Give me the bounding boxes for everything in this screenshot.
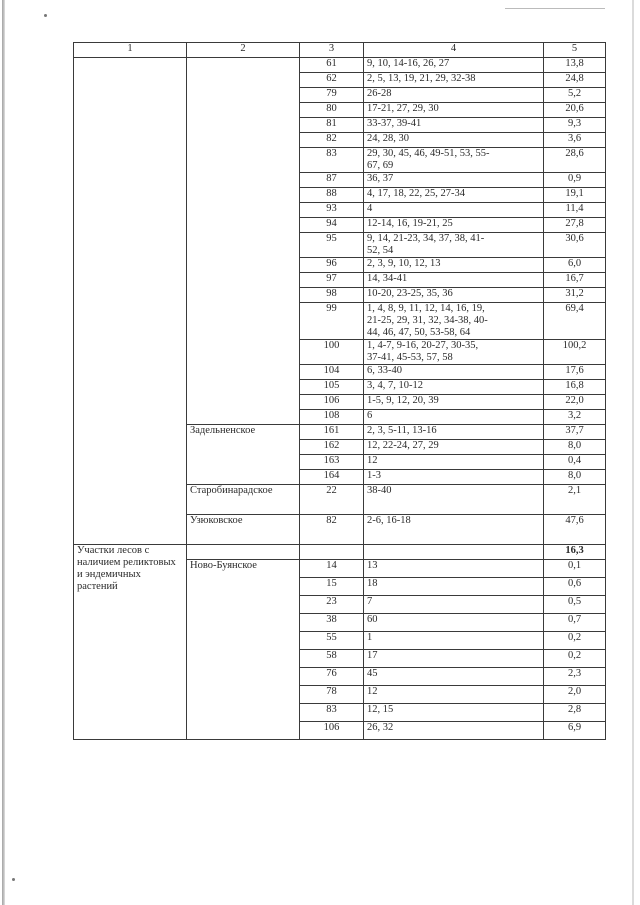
quarter-number <box>300 173 364 188</box>
area-value <box>544 440 606 455</box>
plot-numbers <box>364 722 544 740</box>
plot-numbers <box>364 173 544 188</box>
area-value-text: 5,2 <box>567 88 582 99</box>
plot-numbers-text: 33-37, 39-41 <box>367 118 422 129</box>
plot-numbers <box>364 58 544 73</box>
quarter-number-text: 62 <box>326 73 337 84</box>
area-value-text: 0,1 <box>567 560 582 571</box>
plot-numbers-text: 3, 4, 7, 10-12 <box>367 380 423 391</box>
plot-numbers <box>364 614 544 632</box>
scan-edge-left <box>2 0 5 905</box>
plot-numbers <box>364 440 544 455</box>
area-value-text: 19,1 <box>565 188 584 199</box>
quarter-number-text: 161 <box>323 425 340 436</box>
plot-numbers <box>364 668 544 686</box>
plot-numbers-text: 26, 32 <box>367 722 394 733</box>
quarter-number <box>300 233 364 258</box>
quarter-number-text: 99 <box>326 303 337 314</box>
plot-numbers <box>364 258 544 273</box>
plot-numbers-text: 9, 14, 21-23, 34, 37, 38, 41- 52, 54 <box>367 233 485 256</box>
quarter-number <box>300 596 364 614</box>
quarter-number <box>300 560 364 578</box>
area-value-text: 6,0 <box>567 258 582 269</box>
area-value <box>544 88 606 103</box>
quarter-number <box>300 273 364 288</box>
quarter-number-text: 98 <box>326 288 337 299</box>
quarter-number-text: 22 <box>326 485 337 496</box>
area-value <box>544 365 606 380</box>
quarter-number-text: 162 <box>323 440 340 451</box>
scan-speck <box>12 878 15 881</box>
quarter-number-text: 94 <box>326 218 337 229</box>
area-value-text: 13,8 <box>565 58 584 69</box>
plot-numbers-text: 18 <box>367 578 378 589</box>
plot-numbers-text: 12 <box>367 455 378 466</box>
plot-numbers <box>364 380 544 395</box>
area-value <box>544 485 606 515</box>
plot-numbers <box>364 273 544 288</box>
plot-numbers-text: 7 <box>367 596 373 607</box>
area-value <box>544 395 606 410</box>
area-value-text: 37,7 <box>565 425 584 436</box>
quarter-number <box>300 365 364 380</box>
area-value-text: 2,1 <box>567 485 582 496</box>
area-value <box>544 340 606 365</box>
plot-numbers-text: 12-14, 16, 19-21, 25 <box>367 218 453 229</box>
area-value <box>544 425 606 440</box>
area-value <box>544 560 606 578</box>
plot-numbers-text: 12, 15 <box>367 704 394 715</box>
plot-numbers <box>364 596 544 614</box>
quarter-number-text: 82 <box>326 133 337 144</box>
forestry-name-text: Узюковское <box>190 515 243 526</box>
plot-numbers-text: 9, 10, 14-16, 26, 27 <box>367 58 450 69</box>
plot-numbers-text: 1-3 <box>367 470 381 481</box>
quarter-number <box>300 485 364 515</box>
plot-numbers-text: 1, 4-7, 9-16, 20-27, 30-35, 37-41, 45-53, 57, 58 <box>367 340 479 363</box>
quarter-number-text: 15 <box>326 578 337 589</box>
area-value-text: 31,2 <box>565 288 584 299</box>
area-value-text: 69,4 <box>565 303 584 314</box>
area-value-text: 2,3 <box>567 668 582 679</box>
area-value-text: 27,8 <box>565 218 584 229</box>
quarter-number-text: 61 <box>326 58 337 69</box>
quarter-number-text: 108 <box>323 410 340 421</box>
quarter-number <box>300 73 364 88</box>
plot-numbers-text: 2, 3, 5-11, 13-16 <box>367 425 437 436</box>
plot-numbers-text: 14, 34-41 <box>367 273 408 284</box>
quarter-number-text: 100 <box>323 340 340 351</box>
table-row <box>74 58 606 73</box>
plot-numbers-text: 17-21, 27, 29, 30 <box>367 103 439 114</box>
plot-numbers <box>364 410 544 425</box>
category-name <box>74 545 187 740</box>
quarter-number-text: 95 <box>326 233 337 244</box>
quarter-number <box>300 455 364 470</box>
plot-numbers <box>364 470 544 485</box>
area-value <box>544 614 606 632</box>
quarter-number-text: 164 <box>323 470 340 481</box>
quarter-number <box>300 578 364 596</box>
header-cell-2: 2 <box>187 43 300 58</box>
quarter-number-text: 88 <box>326 188 337 199</box>
plot-numbers <box>364 188 544 203</box>
quarter-number-text: 97 <box>326 273 337 284</box>
quarter-number <box>300 410 364 425</box>
plot-numbers <box>364 148 544 173</box>
area-value <box>544 188 606 203</box>
quarter-number <box>300 148 364 173</box>
area-value <box>544 218 606 233</box>
forestry-name <box>187 515 300 545</box>
quarter-number <box>300 470 364 485</box>
plot-numbers-text: 4 <box>367 203 373 214</box>
forestry-name <box>187 485 300 515</box>
quarter-number <box>300 704 364 722</box>
plot-numbers-text: 6, 33-40 <box>367 365 402 376</box>
area-value-text: 8,0 <box>567 470 582 481</box>
area-value-text: 47,6 <box>565 515 584 526</box>
quarter-number <box>300 203 364 218</box>
plot-numbers-text: 10-20, 23-25, 35, 36 <box>367 288 453 299</box>
quarter-number-text: 58 <box>326 650 337 661</box>
quarter-number <box>300 218 364 233</box>
quarter-number <box>300 722 364 740</box>
quarter-number-text: 83 <box>326 704 337 715</box>
quarter-number <box>300 515 364 545</box>
area-value <box>544 303 606 340</box>
plot-numbers-text: 1 <box>367 632 373 643</box>
plot-numbers-text: 2, 5, 13, 19, 21, 29, 32-38 <box>367 73 476 84</box>
plot-numbers-text: 38-40 <box>367 485 392 496</box>
area-value-text: 0,7 <box>567 614 582 625</box>
area-value-text: 0,6 <box>567 578 582 589</box>
plot-numbers <box>364 425 544 440</box>
quarter-number-text: 79 <box>326 88 337 99</box>
quarter-number-text: 80 <box>326 103 337 114</box>
scan-edge-right <box>632 0 634 905</box>
area-value-text: 3,2 <box>567 410 582 421</box>
quarter-number-text: 93 <box>326 203 337 214</box>
area-value <box>544 632 606 650</box>
area-value-text: 16,8 <box>565 380 584 391</box>
total-area-value <box>544 545 606 560</box>
area-value <box>544 704 606 722</box>
plot-numbers <box>364 704 544 722</box>
plot-numbers-text: 2-6, 16-18 <box>367 515 411 526</box>
area-value-text: 20,6 <box>565 103 584 114</box>
quarter-number <box>300 380 364 395</box>
plot-numbers-text: 13 <box>367 560 378 571</box>
plot-numbers <box>364 686 544 704</box>
quarter-number <box>300 103 364 118</box>
forestry-name-text: Ново-Буянское <box>190 560 257 571</box>
area-value-text: 16,7 <box>565 273 584 284</box>
quarter-number <box>300 440 364 455</box>
forestry-cell-empty <box>187 58 300 425</box>
quarter-number-text: 14 <box>326 560 337 571</box>
quarter-cell-empty <box>300 545 364 560</box>
plot-numbers <box>364 395 544 410</box>
plot-numbers <box>364 288 544 303</box>
plot-numbers <box>364 118 544 133</box>
area-value-text: 9,3 <box>567 118 582 129</box>
plot-numbers-text: 1-5, 9, 12, 20, 39 <box>367 395 439 406</box>
area-value-text: 0,2 <box>567 650 582 661</box>
quarter-number-text: 78 <box>326 686 337 697</box>
quarter-number <box>300 288 364 303</box>
area-value <box>544 133 606 148</box>
area-value <box>544 73 606 88</box>
plot-numbers <box>364 73 544 88</box>
plot-numbers <box>364 203 544 218</box>
plot-numbers <box>364 515 544 545</box>
area-value-text: 30,6 <box>565 233 584 244</box>
plot-numbers-text: 45 <box>367 668 378 679</box>
quarter-number-text: 76 <box>326 668 337 679</box>
header-cell-4: 4 <box>364 43 544 58</box>
quarter-number-text: 87 <box>326 173 337 184</box>
area-value-text: 17,6 <box>565 365 584 376</box>
forestry-name <box>187 425 300 485</box>
plot-numbers-text: 24, 28, 30 <box>367 133 409 144</box>
total-area-value-text: 16,3 <box>565 545 584 556</box>
area-value <box>544 596 606 614</box>
area-value <box>544 380 606 395</box>
quarter-number <box>300 614 364 632</box>
plot-numbers-text: 6 <box>367 410 373 421</box>
plot-numbers-text: 17 <box>367 650 378 661</box>
quarter-number <box>300 632 364 650</box>
plot-numbers <box>364 485 544 515</box>
header-cell-3: 3 <box>300 43 364 58</box>
plot-numbers <box>364 133 544 148</box>
quarter-number-text: 163 <box>323 455 340 466</box>
area-value-text: 22,0 <box>565 395 584 406</box>
area-value-text: 28,6 <box>565 148 584 159</box>
quarter-number-text: 83 <box>326 148 337 159</box>
plots-cell-empty <box>364 545 544 560</box>
plot-numbers <box>364 578 544 596</box>
quarter-number <box>300 58 364 73</box>
plot-numbers-text: 36, 37 <box>367 173 394 184</box>
forestry-name-text: Старобинарадское <box>190 485 273 496</box>
area-value <box>544 258 606 273</box>
quarter-number-text: 105 <box>323 380 340 391</box>
scan-artifact-line <box>505 8 605 9</box>
forestry-name <box>187 560 300 740</box>
quarter-number <box>300 395 364 410</box>
quarter-number <box>300 668 364 686</box>
area-value-text: 6,9 <box>567 722 582 733</box>
category-cell-empty <box>74 58 187 545</box>
plot-numbers <box>364 365 544 380</box>
plot-numbers-text: 2, 3, 9, 10, 12, 13 <box>367 258 441 269</box>
area-value-text: 0,4 <box>567 455 582 466</box>
plot-numbers <box>364 650 544 668</box>
plot-numbers <box>364 303 544 340</box>
header-row <box>74 43 606 58</box>
area-value <box>544 58 606 73</box>
area-value <box>544 233 606 258</box>
area-value <box>544 722 606 740</box>
area-value-text: 2,8 <box>567 704 582 715</box>
quarter-number <box>300 686 364 704</box>
area-value <box>544 578 606 596</box>
quarter-number-text: 104 <box>323 365 340 376</box>
area-value <box>544 455 606 470</box>
quarter-number <box>300 133 364 148</box>
area-value <box>544 668 606 686</box>
plot-numbers-text: 1, 4, 8, 9, 11, 12, 14, 16, 19, 21-25, 29, 31, 32, 34-38, 40- 44, 46, 47, 50, 53-58, 64 <box>367 303 488 338</box>
plot-numbers-text: 26-28 <box>367 88 392 99</box>
quarter-number-text: 23 <box>326 596 337 607</box>
area-value <box>544 273 606 288</box>
area-value <box>544 148 606 173</box>
quarter-number <box>300 425 364 440</box>
area-value <box>544 103 606 118</box>
area-value <box>544 410 606 425</box>
category-name-text: Участки лесов с наличием реликтовых и эндемичных растений <box>77 545 179 592</box>
area-value <box>544 515 606 545</box>
area-value-text: 0,2 <box>567 632 582 643</box>
header-cell-5: 5 <box>544 43 606 58</box>
plot-numbers <box>364 218 544 233</box>
quarter-number <box>300 188 364 203</box>
plot-numbers <box>364 103 544 118</box>
area-value <box>544 203 606 218</box>
plot-numbers <box>364 560 544 578</box>
plot-numbers-text: 4, 17, 18, 22, 25, 27-34 <box>367 188 465 199</box>
area-value-text: 8,0 <box>567 440 582 451</box>
area-value-text: 100,2 <box>562 340 587 351</box>
plot-numbers-text: 12, 22-24, 27, 29 <box>367 440 439 451</box>
area-value-text: 11,4 <box>565 203 584 214</box>
plot-numbers <box>364 455 544 470</box>
plot-numbers-text: 29, 30, 45, 46, 49-51, 53, 55- 67, 69 <box>367 148 490 171</box>
area-value <box>544 470 606 485</box>
quarter-number-text: 106 <box>323 722 340 733</box>
plot-numbers-text: 12 <box>367 686 378 697</box>
area-value <box>544 686 606 704</box>
area-value <box>544 650 606 668</box>
quarter-number <box>300 118 364 133</box>
quarter-number-text: 81 <box>326 118 337 129</box>
plot-numbers <box>364 632 544 650</box>
area-value-text: 3,6 <box>567 133 582 144</box>
quarter-number <box>300 303 364 340</box>
quarter-number-text: 38 <box>326 614 337 625</box>
area-value-text: 24,8 <box>565 73 584 84</box>
plot-numbers <box>364 340 544 365</box>
plot-numbers <box>364 233 544 258</box>
quarter-number <box>300 650 364 668</box>
plot-numbers-text: 60 <box>367 614 378 625</box>
quarter-number-text: 55 <box>326 632 337 643</box>
quarter-number <box>300 88 364 103</box>
table-row-total <box>74 545 606 560</box>
area-value-text: 2,0 <box>567 686 582 697</box>
plot-numbers <box>364 88 544 103</box>
forest-plots-table <box>73 42 606 740</box>
area-value <box>544 118 606 133</box>
forestry-cell-empty <box>187 545 300 560</box>
quarter-number <box>300 258 364 273</box>
forestry-name-text: Задельненское <box>190 425 256 436</box>
quarter-number-text: 96 <box>326 258 337 269</box>
quarter-number-text: 106 <box>323 395 340 406</box>
header-cell-1: 1 <box>74 43 187 58</box>
area-value <box>544 173 606 188</box>
scan-speck <box>44 14 47 17</box>
area-value-text: 0,5 <box>567 596 582 607</box>
quarter-number <box>300 340 364 365</box>
area-value <box>544 288 606 303</box>
quarter-number-text: 82 <box>326 515 337 526</box>
area-value-text: 0,9 <box>567 173 582 184</box>
